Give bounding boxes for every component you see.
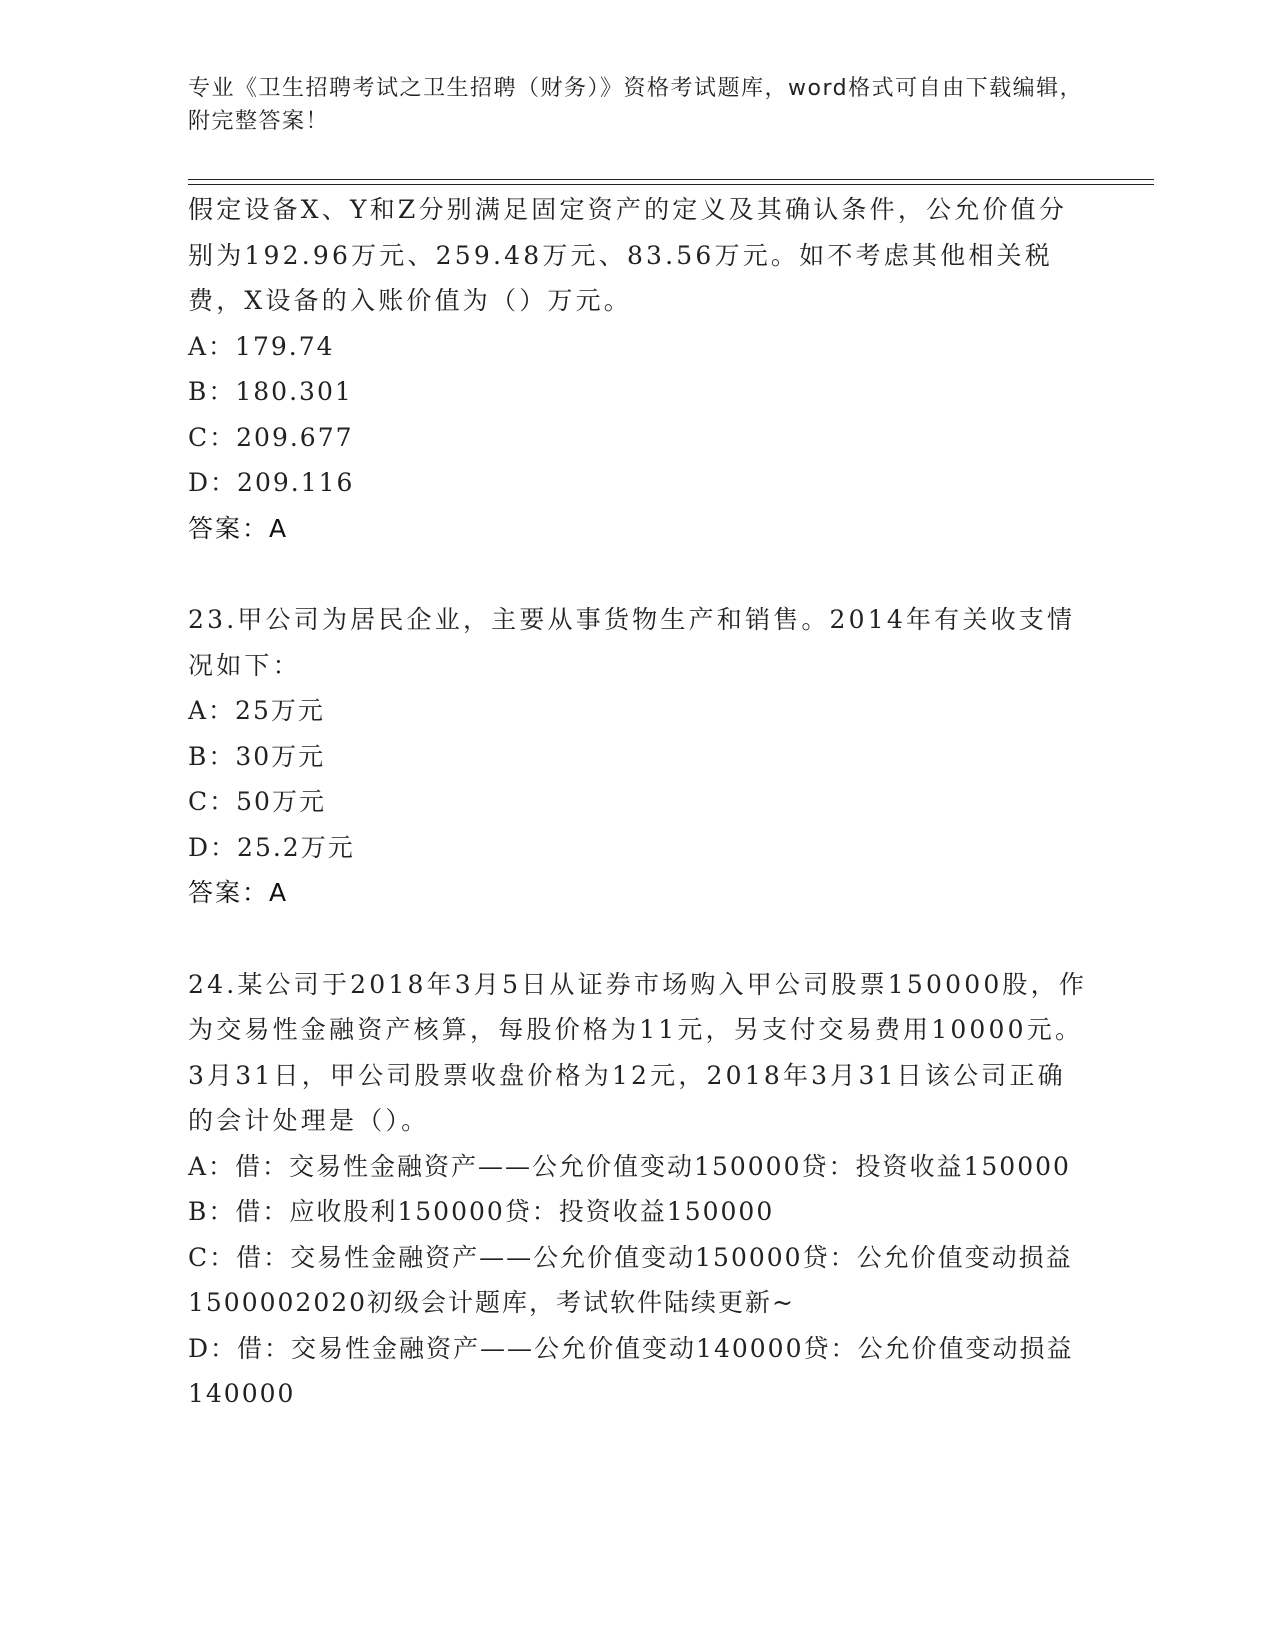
- question-spacer: [188, 551, 1088, 597]
- header-rule-bottom: [188, 184, 1154, 185]
- option-a: A：借：交易性金融资产——公允价值变动150000贷：投资收益150000: [188, 1151, 1071, 1181]
- option-b: B：180.301: [188, 377, 353, 406]
- option-b: B：借：应收股利150000贷：投资收益150000: [188, 1197, 775, 1226]
- option-a: A：25万元: [188, 696, 325, 725]
- option-c: C：50万元: [188, 787, 326, 816]
- header-rule-top: [188, 179, 1154, 180]
- question-item: [188, 597, 1088, 916]
- option-b: B：30万元: [188, 741, 326, 771]
- option-a: A：179.74: [188, 331, 335, 361]
- option-d: D：209.116: [188, 468, 355, 497]
- header-intro-text: 专业《卫生招聘考试之卫生招聘（财务）》资格考试题库，word格式可自由下载编辑，附完整答案！: [188, 76, 1084, 134]
- question-text: 24.某公司于2018年3月5日从证券市场购入甲公司股票150000股，作为交易性金融资产核算，每股价格为11元，另支付交易费用10000元。3月31日，甲公司股票收盘价格为12元，2018年3月31日该公司正确的会计处理是（）。: [188, 969, 1088, 1135]
- answer-label: 答案：A: [188, 513, 289, 543]
- question-list: [188, 187, 1088, 1417]
- question-text: 23.甲公司为居民企业，主要从事货物生产和销售。2014年有关收支情况如下：: [188, 605, 1076, 680]
- question-spacer: [188, 916, 1088, 962]
- question-text: 假定设备X、Y和Z分别满足固定资产的定义及其确认条件，公允价值分别为192.96万元、259.48万元、83.56万元。如不考虑其他相关税费，X设备的入账价值为（）万元。: [188, 195, 1068, 315]
- option-c: C：209.677: [188, 422, 354, 452]
- question-item: [188, 187, 1088, 551]
- option-c: C：借：交易性金融资产——公允价值变动150000贷：公允价值变动损益1500002020初级会计题库，考试软件陆续更新~: [188, 1242, 1073, 1317]
- document-header: [188, 72, 1088, 138]
- option-d: D：借：交易性金融资产——公允价值变动140000贷：公允价值变动损益140000: [188, 1333, 1074, 1408]
- option-d: D：25.2万元: [188, 832, 355, 862]
- question-item: [188, 962, 1088, 1417]
- answer-label: 答案：A: [188, 878, 289, 907]
